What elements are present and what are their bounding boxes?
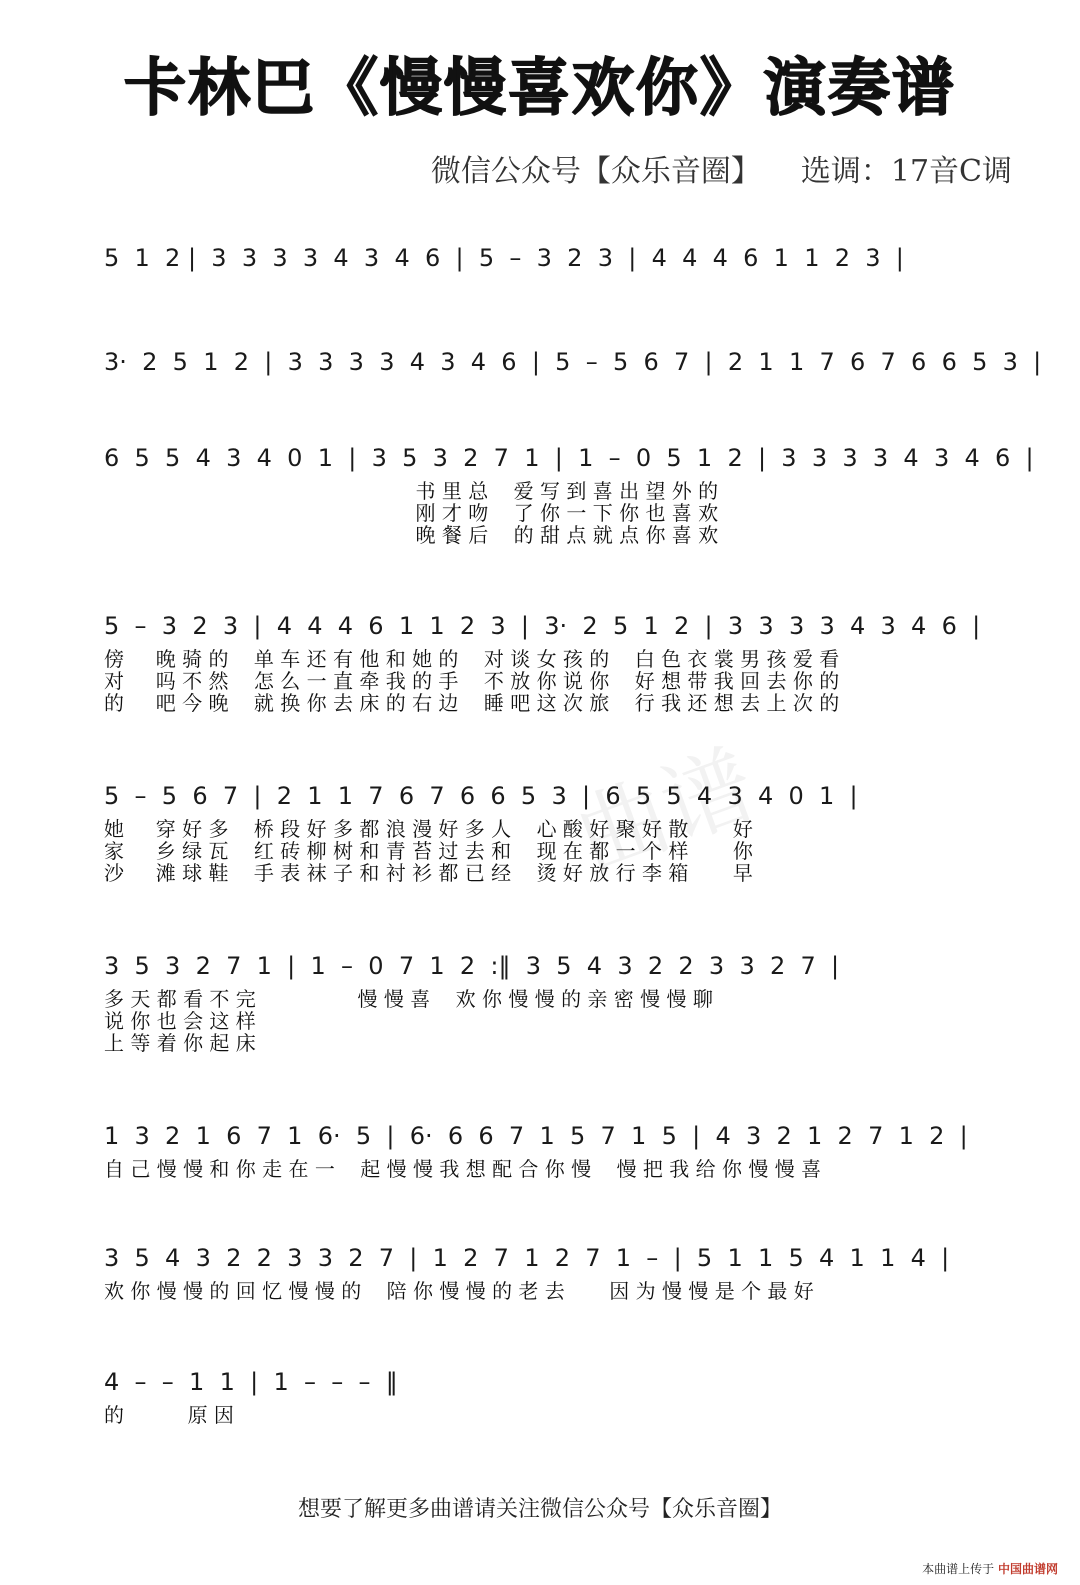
lyric-line: 的 原 因 [104,1403,234,1427]
notes-line: 3 5 4 3 2 2 3 3 2 7 | 1 2 7 1 2 7 1 – | 5 1 1 5 4 1 1 4 | [104,1244,950,1272]
lyric-line: 说 你 也 会 这 样 [104,1009,256,1033]
notes-line: 3 5 3 2 7 1 | 1 – 0 7 1 2 :‖ 3 5 4 3 2 2 3 3 2 7 | [104,952,840,980]
score-row-5 [104,774,960,884]
lyric-line: 的 吧 今 晚 就 换 你 去 床 的 右 边 睡 吧 这 次 旅 行 我 还 想 去 上 次 的 [104,691,840,715]
lyric-line: 晚 餐 后 的 甜 点 就 点 你 喜 欢 [104,523,719,547]
lyric-line: 自 己 慢 慢 和 你 走 在 一 起 慢 慢 我 想 配 合 你 慢 慢 把 我 给 你 慢 慢 喜 [104,1157,822,1181]
score-row-3 [104,436,1034,547]
lyric-line: 她 穿 好 多 桥 段 好 多 都 浪 漫 好 多 人 心 酸 好 聚 好 散 好 [104,817,753,841]
account-text: 微信公众号【众乐音圈】 [430,154,761,189]
score-row-4 [104,604,981,715]
lyric-line: 上 等 着 你 起 床 [104,1031,256,1055]
lyric-line: 欢 你 慢 慢 的 回 忆 慢 慢 的 陪 你 慢 慢 的 老 去 因 为 慢 慢 是 个 最 好 [104,1279,814,1303]
score-row-9 [104,1360,960,1426]
subtitle [431,146,1012,190]
notes-line: 6 5 5 4 3 4 0 1 | 3 5 3 2 7 1 | 1 – 0 5 1 2 | 3 3 3 3 4 3 4 6 | [104,444,1034,472]
score-row-2 [104,340,1042,384]
notes-line: 5 – 5 6 7 | 2 1 1 7 6 7 6 6 5 3 | 6 5 5 4 3 4 0 1 | [104,782,858,810]
lyric-line: 对 吗 不 然 怎 么 一 直 牵 我 的 手 不 放 你 说 你 好 想 带 我 回 去 你 的 [104,669,840,693]
watermark: 曲谱 [563,731,769,893]
uploader-credit [922,1560,1058,1577]
lyric-line: 刚 才 吻 了 你 一 下 你 也 喜 欢 [104,501,719,525]
notes-line: 1 3 2 1 6 7 1 6· 5 | 6· 6 6 7 1 5 7 1 5 | 4 3 2 1 2 7 1 2 | [104,1122,968,1150]
lyric-line: 书 里 总 爱 写 到 喜 出 望 外 的 [104,479,719,503]
uploader-brand-logo: 中国曲谱网 [997,1562,1058,1576]
page-title: 卡林巴《慢慢喜欢你》演奏谱 [123,51,956,124]
lyric-line: 家 乡 绿 瓦 红 砖 柳 树 和 青 苔 过 去 和 现 在 都 一 个 样 你 [104,839,753,863]
key-text: 选调：17音C调 [800,154,1012,189]
notes-line: 5 – 3 2 3 | 4 4 4 6 1 1 2 3 | 3· 2 5 1 2 | 3 3 3 3 4 3 4 6 | [104,612,981,640]
score-row-1 [104,236,960,280]
notes-line: 5 1 2 | 3 3 3 3 4 3 4 6 | 5 – 3 2 3 | 4 4 4 6 1 1 2 3 | [104,244,904,272]
lyric-line: 沙 滩 球 鞋 手 表 袜 子 和 衬 衫 都 已 经 烫 好 放 行 李 箱 早 [104,861,753,885]
footer-note: 想要了解更多曲谱请关注微信公众号【众乐音圈】 [297,1497,782,1522]
score-row-8 [104,1236,960,1302]
uploader-prefix: 本曲谱上传于 [922,1562,995,1576]
lyric-line: 傍 晚 骑 的 单 车 还 有 他 和 她 的 对 谈 女 孩 的 白 色 衣 裳 男 孩 爱 看 [104,647,840,671]
score-row-6 [104,944,960,1054]
score-row-7 [104,1114,968,1181]
lyric-line: 多 天 都 看 不 完 慢 慢 喜 欢 你 慢 慢 的 亲 密 慢 慢 聊 [104,987,713,1011]
notes-line: 3· 2 5 1 2 | 3 3 3 3 4 3 4 6 | 5 – 5 6 7 | 2 1 1 7 6 7 6 6 5 3 | [104,348,1042,376]
notes-line: 4 – – 1 1 | 1 – – – ‖ [104,1368,398,1396]
